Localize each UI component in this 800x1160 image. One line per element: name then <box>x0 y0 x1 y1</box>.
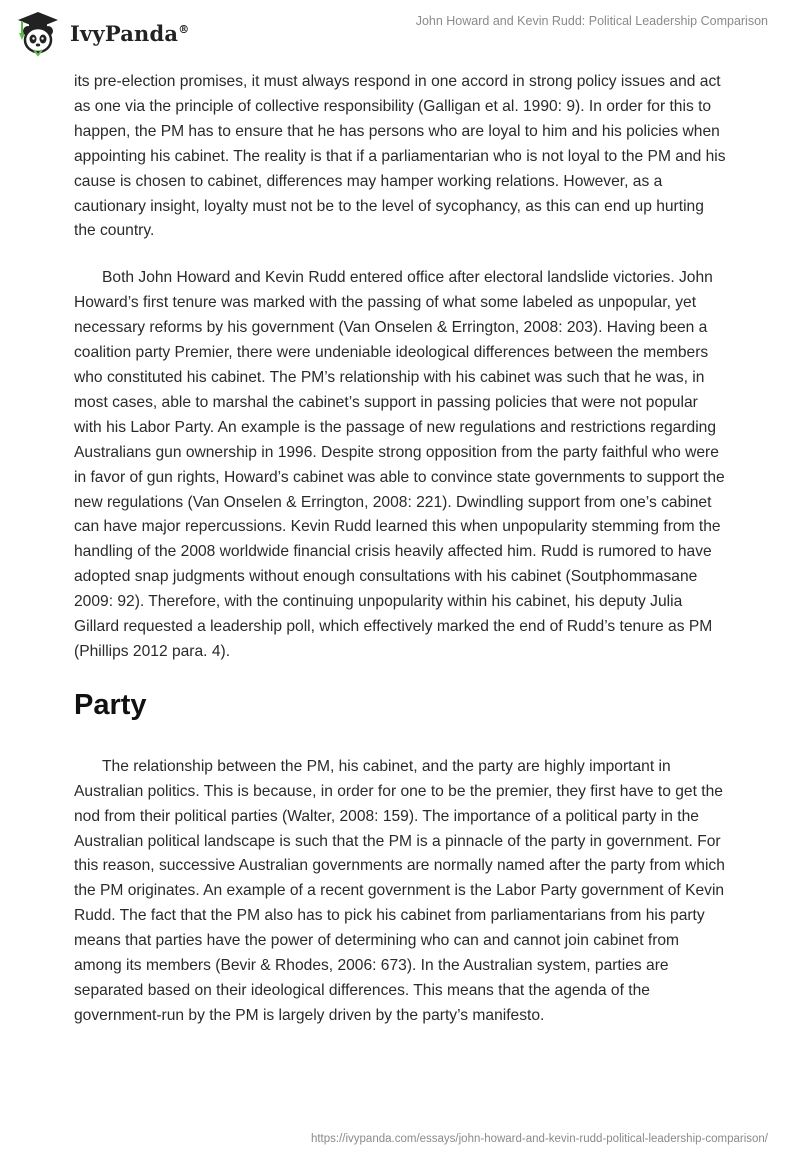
logo-wordmark: IvyPanda® <box>70 20 190 46</box>
document-title: John Howard and Kevin Rudd: Political Leadership Comparison <box>415 14 768 28</box>
paragraph: its pre-election promises, it must always respond in one accord in strong policy issues and act as one via the principle of collective responsibility (Galligan et al. 1990: 9). In order for this to happen, the PM has to ensure that he has persons who are loyal to him and his policies when appointing his cabinet. The reality is that if a parliamentarian who is not loyal to the PM and his cause is chosen to cabinet, differences may hamper working relations. However, as a cautionary insight, loyalty must not be to the level of sycophancy, as this can end up hurting the country. <box>74 73 726 240</box>
section-heading: Party <box>74 688 147 721</box>
essay-body <box>74 70 729 1051</box>
paragraph: The relationship between the PM, his cabinet, and the party are highly important in Australian politics. This is because, in order for one to be the premier, they first have to get the nod from their political parties (Walter, 2008: 159). The importance of a political party in the Australian political landscape is such that the PM is a pinnacle of the party in government. For this reason, successive Australian governments are normally named after the party from which the PM originates. An example of a recent government is the Labor Party government of Kevin Rudd. The fact that the PM also has to pick his cabinet from parliamentarians from his party means that parties have the power of determining who can and cannot join cabinet from among its members (Bevir & Rhodes, 2006: 673). In the Australian system, parties are separated based on their ideological differences. This means that the agenda of the government-run by the PM is largely driven by the party’s manifesto. <box>74 757 725 1024</box>
paragraph: Both John Howard and Kevin Rudd entered office after electoral landslide victories. John Howard’s first tenure was marked with the passing of what some labeled as unpopular, yet necessary reforms by his government (Van Onselen & Errington, 2008: 203). Having been a coalition party Premier, there were undeniable ideological differences between the members who constituted his cabinet. The PM’s relationship with his cabinet was such that he was, in most cases, able to marshal the cabinet’s support in passing policies that were not popular with his Labor Party. An example is the passage of new regulations and restrictions regarding Australians gun ownership in 1996. Despite strong opposition from the party faithful who were in favor of gun rights, Howard’s cabinet was able to convince state governments to support the new regulations (Van Onselen & Errington, 2008: 221). Dwindling support from one’s cabinet can have major repercussions. Kevin Rudd learned this when unpopularity stemming from the handling of the 2008 worldwide financial crisis heavily affected him. Rudd is rumored to have adopted snap judgments without enough consultations with his cabinet (Soutphommasane 2009: 92). Therefore, with the continuing unpopularity within his cabinet, his deputy Julia Gillard requested a leadership poll, which effectively marked the end of Rudd’s tenure as PM (Phillips 2012 para. 4). <box>74 269 725 660</box>
panda-graduate-icon <box>14 9 62 57</box>
ivypanda-logo[interactable] <box>14 8 214 58</box>
source-url[interactable]: https://ivypanda.com/essays/john-howard-and-kevin-rudd-political-leadership-comparison/ <box>310 1133 768 1145</box>
page-header <box>0 0 800 70</box>
